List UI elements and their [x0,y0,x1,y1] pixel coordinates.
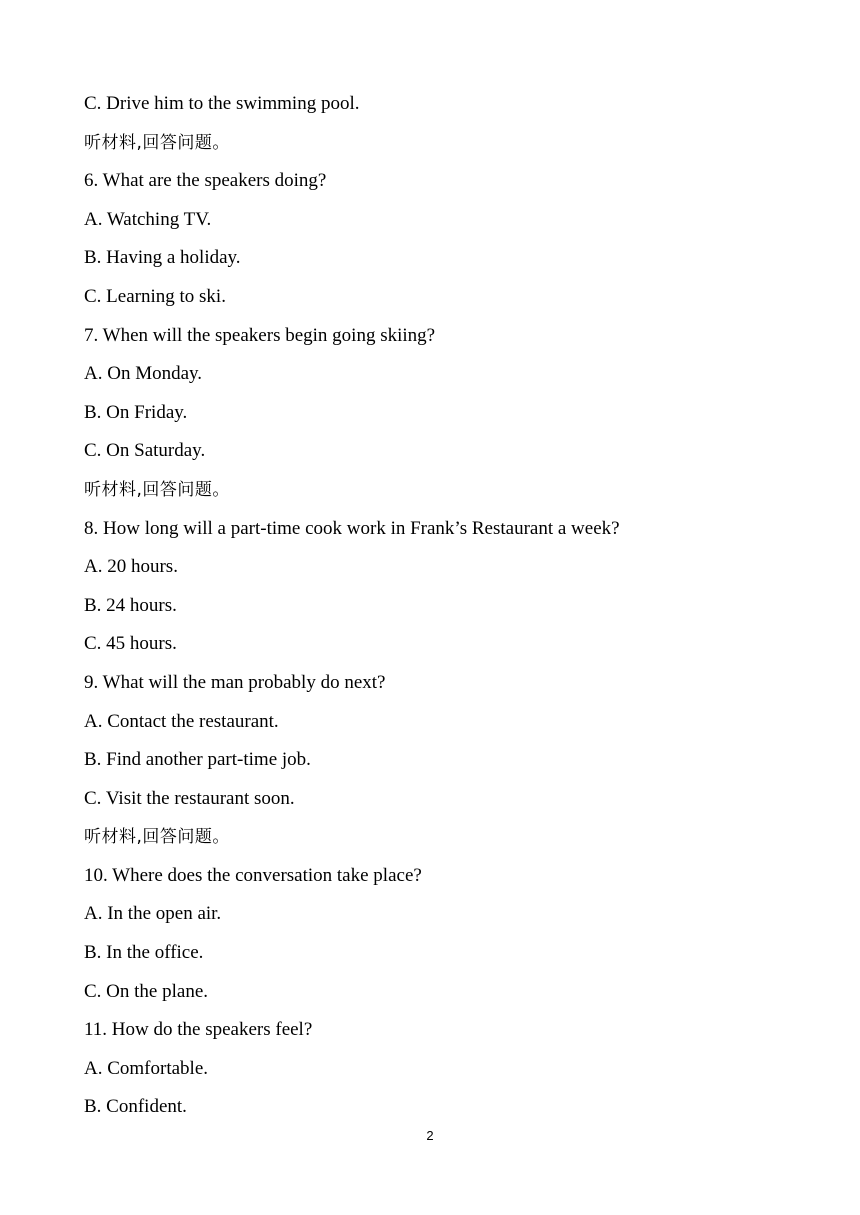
question-line: 8. How long will a part-time cook work in Frank’s Restaurant a week? [84,517,620,539]
option-line: B. Find another part-time job. [84,749,311,771]
option-line: C. Learning to ski. [84,285,226,307]
option-line: A. On Monday. [84,363,203,385]
option-line: A. 20 hours. [84,556,178,578]
option-line: C. On the plane. [84,980,209,1002]
option-line: B. 24 hours. [84,594,177,616]
option-line: A. In the open air. [84,903,222,925]
page-number: 2 [426,1128,434,1143]
option-line: A. Comfortable. [84,1057,209,1079]
question-line: 7. When will the speakers begin going skiing? [84,324,436,346]
question-line: 6. What are the speakers doing? [84,170,327,192]
option-line: C. 45 hours. [84,633,177,655]
option-line: C. Drive him to the swimming pool. [84,93,360,114]
document-body [84,91,784,1133]
option-line: B. Having a holiday. [84,247,241,269]
instruction-line: 听材料,回答问题。 [84,827,230,848]
option-line: A. Watching TV. [84,208,212,230]
option-line: B. In the office. [84,942,204,964]
question-line: 9. What will the man probably do next? [84,671,386,693]
option-line: A. Contact the restaurant. [84,710,279,732]
instruction-line: 听材料,回答问题。 [84,132,230,153]
question-line: 11. How do the speakers feel? [84,1019,313,1041]
instruction-line: 听材料,回答问题。 [84,479,230,500]
option-line: B. Confident. [84,1096,187,1118]
question-line: 10. Where does the conversation take place? [84,864,422,886]
option-line: B. On Friday. [84,401,188,423]
option-line: C. Visit the restaurant soon. [84,787,295,809]
option-line: C. On Saturday. [84,440,206,462]
